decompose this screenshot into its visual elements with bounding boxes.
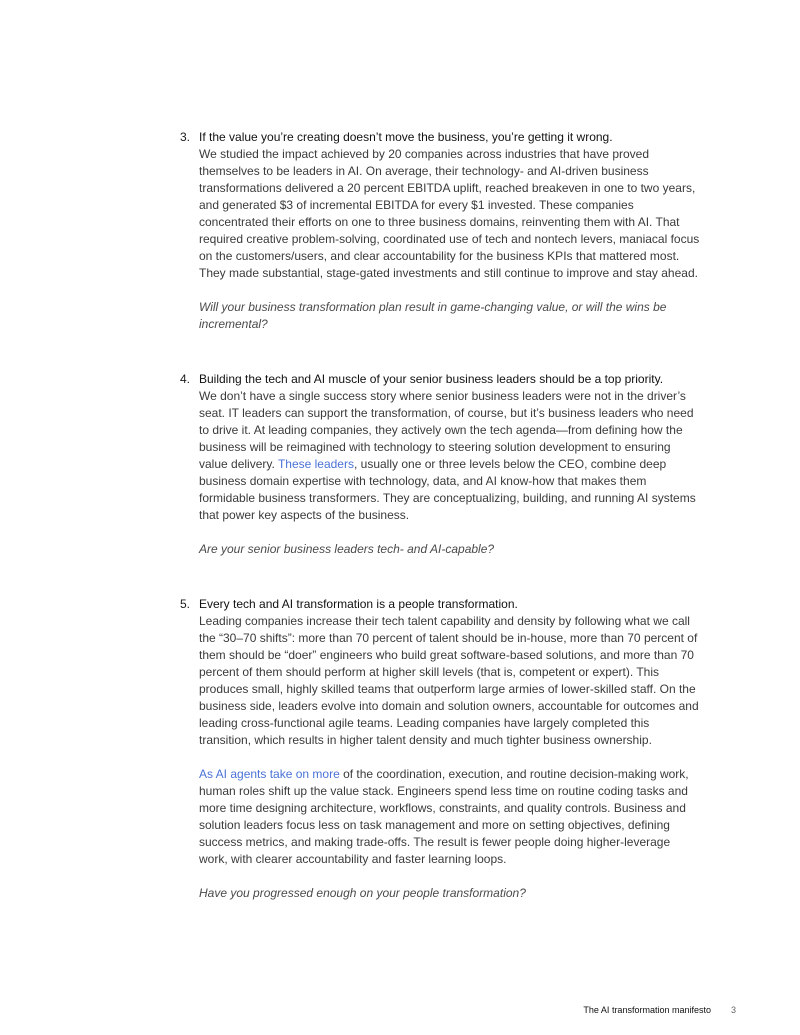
- item-question: Will your business transformation plan result in game-changing value, or will the wins be incremental?: [199, 300, 667, 331]
- page-number: 3: [730, 1005, 736, 1015]
- paragraph-text: of the coordination, execution, and routine decision-making work, human roles shift up the value stack. Engineers spend less time on routine coding tasks and more time designing architecture, workflows, constraints, and quality controls. Business and solution leaders focus less on task management and more on setting objectives, defining success metrics, and making trade-offs. The result is fewer people doing higher-leverage work, with clearer accountability and faster learning loops.: [199, 767, 689, 866]
- ai-agents-link[interactable]: As AI agents take on more: [199, 767, 340, 781]
- item-heading: Every tech and AI transformation is a people transformation.: [199, 597, 518, 611]
- paragraph-text: , usually one or three levels below the CEO, combine deep business domain expertise with technology, data, and AI know-how that makes them formidable business transformers. They are conceptualizing, building, and running AI systems that power key aspects of the business.: [199, 457, 696, 522]
- item-body: [199, 129, 700, 333]
- list-item-4: [180, 371, 700, 558]
- item-question: Are your senior business leaders tech- and AI-capable?: [199, 542, 495, 556]
- item-heading: If the value you’re creating doesn’t move the business, you’re getting it wrong.: [199, 130, 613, 144]
- document-content: [180, 129, 700, 940]
- item-body: [199, 596, 700, 902]
- footer-title: The AI transformation manifesto: [583, 1005, 711, 1015]
- item-heading: Building the tech and AI muscle of your senior business leaders should be a top priority.: [199, 372, 664, 386]
- item-paragraph: Leading companies increase their tech talent capability and density by following what we call the “30–70 shifts”: more than 70 percent of talent should be in-house, more than 70 percent of them should be “doer” engineers who build great software-based solutions, and more than 70 percent of them should perform at higher skill levels (that is, competent or expert). This produces small, highly skilled teams that outperform large armies of lower-skilled staff. On the business side, leaders evolve into domain and solution owners, accountable for outcomes and leading cross-functional agile teams. Leading companies have largely completed this transition, which results in higher talent density and much tighter business ownership.: [199, 614, 699, 747]
- item-body: [199, 371, 700, 558]
- item-number: 3.: [180, 130, 191, 144]
- item-number: 4.: [180, 372, 191, 386]
- these-leaders-link[interactable]: These leaders: [277, 457, 354, 471]
- list-item-5: [180, 596, 700, 902]
- item-paragraph: [199, 388, 700, 524]
- item-question: Have you progressed enough on your people transformation?: [199, 886, 526, 900]
- list-item-3: [180, 129, 700, 333]
- item-paragraph: [199, 766, 700, 868]
- item-number: 5.: [180, 597, 191, 611]
- page-footer: [583, 1005, 736, 1015]
- item-paragraph: We studied the impact achieved by 20 companies across industries that have proved themselves to be leaders in AI. On average, their technology- and AI-driven business transformations delivered a 20 percent EBITDA uplift, reached breakeven in one to two years, and generated $3 of incremental EBITDA for every $1 invested. These companies concentrated their efforts on one to three business domains, reinventing them with AI. That required creative problem-solving, coordinated use of tech and nontech levers, maniacal focus on the customers/users, and clear accountability for the business KPIs that mattered most. They made substantial, stage-gated investments and still continue to improve and stay ahead.: [199, 147, 700, 280]
- paragraph-text: We don’t have a single success story where senior business leaders were not in the driver’s seat. IT leaders can support the transformation, of course, but it’s business leaders who need to drive it. At leading companies, they actively own the tech agenda—from defining how the business will be reimagined with technology to steering solution development to ensuring value delivery.: [199, 389, 694, 471]
